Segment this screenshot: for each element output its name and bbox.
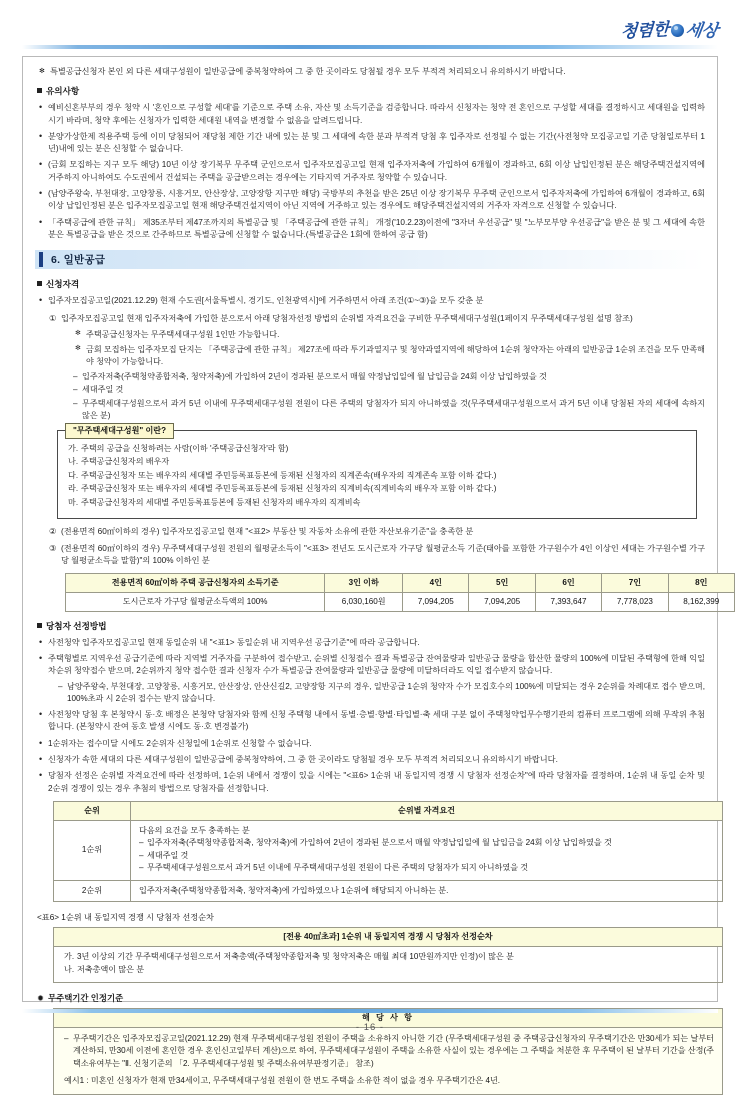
eligibility-lead-list: [39, 295, 705, 307]
definition-box: [57, 430, 697, 519]
list-item: • 신청자가 속한 세대의 다른 세대구성원이 일반공급에 중복청약하여, 그 중 한 곳이라도 당첨될 경우 모두 부적격 처리되오니 유의하시기 바랍니다.: [39, 754, 705, 766]
eligibility-conditions: [49, 313, 705, 422]
eligibility-heading-label: 신청자격: [46, 279, 80, 290]
list-item: [49, 543, 705, 568]
section-title-bar: [35, 250, 705, 269]
square-bullet-icon: [37, 623, 42, 628]
item-marker: 가.: [68, 443, 79, 453]
list-item: – 입주자저축(주택청약종합저축, 청약저축)에 가입하여 2년이 경과된 분으로서 매월 약정납입일에 월 납입금을 24회 이상 납입하였을 것: [73, 371, 705, 383]
column-header: 6인: [535, 574, 601, 593]
table-header-row: [54, 801, 723, 820]
list-item: • (금회 모집하는 지구 모두 해당) 10년 이상 장기복무 무주택 군인으로서 입주자모집공고일 현재 입주자저축에 가입하여 6개월이 경과하고, 6회 이상 납입인정된 분은 해당주택건설지역에 거주하지 아니하여도 수도권에서 건설되는 주택을 공급받으려는 경우에는 기타지역 거주자로 청약할 수 있습니다.: [39, 159, 705, 184]
brand-logo: [621, 16, 718, 41]
table-row: [66, 593, 735, 612]
list-item: – 남양주왕숙, 부천대장, 고양창릉, 시흥거모, 안산장상, 안산신길2, 고양장항 지구의 경우, 일반공급 1순위 청약자 수가 모집호수의 100%에 미달되는 경우 2순위를 차례대로 접수 받으며, 100%초과 시 2순위 접수는 받지 않습니다.: [58, 681, 705, 705]
nohouse-period-heading-label: 무주택기간 인정기준: [48, 993, 124, 1004]
column-header: [전용 40㎡초과] 1순위 내 동일지역 경쟁 시 당첨자 선정순차: [54, 928, 723, 947]
circle-emblem-icon: [671, 24, 684, 37]
page-header: [0, 0, 740, 58]
column-header: 8인: [668, 574, 734, 593]
caution-heading-label: 유의사항: [46, 86, 80, 97]
cell-line: – 무주택세대구성원으로서 과거 5년 이내에 무주택세대구성원 전원이 다른 주택의 당첨자가 되지 아니하였을 것: [139, 862, 716, 875]
table-cell: 7,094,205: [403, 593, 469, 612]
selection-heading: [37, 620, 705, 632]
table-cell: 입주자저축(주택청약종합저축, 청약저축)에 가입하였으나 1순위에 해당되지 아니하는 분.: [131, 880, 723, 902]
list-item: • 「주택공급에 관한 규칙」 제35조부터 제47조까지의 특별공급 및 「주택공급에 관한 규칙」 개정('10.2.23)이전에 "3자녀 우선공급" 및 "노부모부양 우선공급"을 받은 분 및 그 세대에 속한 분은 특별공급을 받은 것으로 간주하므로 특별공급에 신청할 수 없습니다.(특별공급은 1회에 한하여 공급 함): [39, 217, 705, 242]
list-item: • 1순위자는 접수미달 시에도 2순위자 신청일에 1순위로 신청할 수 없습니다.: [39, 738, 705, 750]
table-header-row: [54, 928, 723, 947]
list-item: – 무주택세대구성원으로서 과거 5년 이내에 무주택세대구성원 전원이 다른 주택의 당첨자가 되지 아니하였을 것(무주택세대구성원으로서 과거 5년 이내 당첨된 자의 세대에 속하지 않은 분): [73, 398, 705, 422]
list-item: • 사전청약 입주자모집공고일 현재 동일순위 내 "<표1> 동일순위 내 지역우선 공급기준"에 따라 공급합니다.: [39, 637, 705, 649]
column-header: 순위: [54, 801, 131, 820]
selection-heading-label: 당첨자 선정방법: [46, 620, 107, 631]
definition-box-wrapper: [57, 425, 697, 519]
list-item: • 분양가상한제 적용주택 등에 이미 당첨되어 재당첨 제한 기간 내에 있는 분 및 그 세대에 속한 분과 부적격 당첨 후 입주자로 선정될 수 없는 기간(사전청약 모집공고일 기준 당첨일로부터 1년)내에 있는 분은 신청할 수 없습니다.: [39, 131, 705, 156]
square-bullet-icon: [37, 281, 42, 286]
table-cell: 2순위: [54, 880, 131, 902]
item-marker: 가.: [64, 952, 75, 962]
table-row: [54, 820, 723, 880]
column-header: 5인: [469, 574, 535, 593]
list-item: [68, 470, 686, 483]
table-cell: 7,393,647: [535, 593, 601, 612]
table-header-row: [66, 574, 735, 593]
cell-paragraph: – 무주택기간은 입주자모집공고일(2021.12.29) 현재 무주택세대구성원 전원이 주택을 소유하지 아니한 기간 (무주택세대구성원 중 주택공급신청자의 무주택기간은 만30세가 되는 날부터 계산하되, 만30세 이전에 혼인한 경우 혼인신고일부터 계산)으로 하여, 무주택세대구성원이 주택을 소유한 사실이 있는 경우에는 그 주택을 처분한 후 무주택이 된 날부터 기간을 산정(주택소유여부는 "Ⅱ. 신청기준의 「2. 무주택세대구성원 및 주택소유여부판정기준」 참조): [64, 1033, 714, 1071]
section-accent-bar: [39, 252, 43, 267]
column-header: 7인: [602, 574, 668, 593]
table-row: [54, 880, 723, 902]
item-text: 주택형별로 지역우선 공급기준에 따라 지역별 거주자를 구분하여 접수받고, 순위별 신청접수 결과 특별공급 잔여물량과 일반공급 물량을 합산한 물량의 100%에 미달된 주택형에 한해 익일 차순위 청약접수 받으며, 2순위까지 청약 접수한 결과 신청자 수가 특별공급 잔여물량과 일반공급 물량에 미달하더라도 익일 접수받지 않습니다.: [48, 654, 705, 676]
column-header: 해 당 사 항: [54, 1009, 723, 1028]
asterisk-icon: ✹: [37, 993, 45, 1004]
list-item: [49, 526, 705, 538]
rank-requirements-table: [53, 801, 723, 903]
list-item: ✻ 주택공급신청자는 무주택세대구성원 1인만 가능합니다.: [75, 329, 705, 341]
list-item: • 예비신혼부부의 경우 청약 시 '혼인으로 구성할 세대'를 기준으로 주택 소유, 자산 및 소득기준을 검증합니다. 따라서 신청자는 청약 전 혼인으로 구성할 세대를 결정하시고 세대원을 입력하시기 바라며, 청약 후에는 신청자가 입력한 세대원 내역을 변경할 수 없음을 알려드립니다.: [39, 102, 705, 127]
item-text: 주택공급신청자의 배우자: [81, 457, 170, 467]
column-header: 전용면적 60㎡이하 주택 공급신청자의 소득기준: [66, 574, 325, 593]
item-marker: 라.: [68, 484, 79, 494]
header-divider: [22, 45, 718, 49]
list-item: – 세대주일 것: [73, 384, 705, 396]
item-marker: 나.: [68, 457, 79, 467]
caution-list: [39, 102, 705, 241]
definition-box-tab: "무주택세대구성원" 이란?: [65, 423, 174, 439]
selection-order-table: [53, 927, 723, 983]
table-cell: 8,162,399: [668, 593, 734, 612]
condition-marker: ①: [49, 313, 57, 323]
top-notice: ✻ 특별공급신청자 본인 외 다른 세대구성원이 일반공급에 중복청약하여 그 중 한 곳이라도 당첨될 경우 모두 부적격 처리되오니 유의하시기 바랍니다.: [37, 66, 705, 78]
condition-marker: ②: [49, 526, 57, 536]
item-text: 주택공급신청자 또는 배우자의 세대별 주민등록표등본에 등재된 신청자의 직계비속(직계비속의 배우자 포함 이하 같다.): [81, 484, 497, 494]
item-text: 주택의 공급을 신청하려는 사람(이하 '주택공급신청자'라 함): [81, 443, 289, 453]
column-header: 4인: [403, 574, 469, 593]
table-cell: 6,030,160원: [325, 593, 403, 612]
square-bullet-icon: [37, 88, 42, 93]
item-text: 주택공급신청자의 세대별 주민등록표등본에 등재된 신청자의 배우자의 직계비속: [81, 497, 361, 507]
condition-subitems: [73, 371, 705, 422]
condition-text: (전용면적 60㎡이하의 경우) 무주택세대구성원 전원의 월평균소득이 "<표3> 전년도 도시근로자 가구당 월평균소득 기준(태아를 포함한 가구원수가 4인 이상인 세대는 가구원수별 가구당 월평균소득을 말함)"의 100% 이하인 분: [61, 543, 705, 566]
item-marker: 마.: [68, 497, 79, 507]
caution-heading: [37, 85, 705, 97]
page-title: 6. 일반공급: [51, 254, 106, 267]
condition-text: 입주자모집공고일 현재 입주자저축에 가입한 분으로서 아래 당첨자선정 방법의 순위별 자격요건을 구비한 무주택세대구성원(1페이지 무주택세대구성원 설명 참조): [61, 313, 633, 323]
list-item: • 입주자모집공고일(2021.12.29) 현재 수도권[서울특별시, 경기도, 인천광역시]에 거주하면서 아래 조건(①~③)을 모두 갖춘 분: [39, 295, 705, 307]
nohouse-period-heading: [37, 992, 705, 1004]
item-text: 3년 이상의 기간 무주택세대구성원으로서 저축총액(주택청약종합저축 및 청약저축은 매월 최대 10만원까지만 인정)이 많은 분: [77, 952, 514, 962]
item-text: 주택공급신청자 또는 배우자의 세대별 주민등록표등본에 등재된 신청자의 직계존속(배우자의 직계존속 포함 이하 같다.): [81, 470, 497, 480]
table-cell: 도시근로자 가구당 월평균소득액의 100%: [66, 593, 325, 612]
definition-list: [68, 443, 686, 510]
list-item: [68, 483, 686, 496]
brand-logo-text-b: 세상: [684, 20, 719, 42]
cell-line: 다음의 요건을 모두 충족하는 분: [139, 825, 250, 835]
cell-line: – 세대주일 것: [139, 850, 716, 863]
list-item: [39, 653, 705, 705]
cell-line: – 입주자저축(주택청약종합저축, 청약저축)에 가입하여 2년이 경과된 분으로서 매월 약정납입일에 월 납입금을 24회 이상 납입하였을 것: [139, 837, 716, 850]
column-header: 3인 이하: [325, 574, 403, 593]
table-cell: 7,094,205: [469, 593, 535, 612]
list-item: [68, 443, 686, 456]
item-marker: 나.: [64, 965, 75, 975]
item-marker: 다.: [68, 470, 79, 480]
list-item: [68, 497, 686, 510]
list-item: • (남양주왕숙, 부천대장, 고양창릉, 시흥거모, 안산장상, 고양장항 지구만 해당) 국방부의 추천을 받은 25년 이상 장기복무 무주택 군인으로서 입주자저축에 가입하여 6개월이 경과하고, 6회 이상 납입인정된 분은 입주자모집공고일 현재 해당주택건설지역이 아닌 지역에 거주하고 있는 경우에도 해당주택건설지역의 거주자 자격으로 신청할 수 있습니다.: [39, 188, 705, 213]
table-cell: [131, 820, 723, 880]
page-number: - 16 -: [355, 1022, 385, 1033]
list-item: • 사전청약 당첨 후 본청약시 동·호 배정은 본청약 당첨자와 함께 신청 주택형 내에서 동별·층별·향별·타입별·축 세대 구분 없이 주택청약업무수행기관의 컴퓨터 프로그램에 의해 무작위 추첨합니다. (본청약시 잔여 동호 발생 시에도 동·호 변경불가): [39, 709, 705, 734]
condition-marker: ③: [49, 543, 57, 553]
cell-line: [64, 951, 714, 964]
list-item: • 당첨자 선정은 순위별 자격요건에 따라 선정하며, 1순위 내에서 경쟁이 있을 시에는 "<표6> 1순위 내 동일지역 경쟁 시 당첨자 선정순차"에 따라 당첨자를 결정하며, 1순위 내 동일 순차 및 2순위 경쟁이 있는 경우 추첨의 방법으로 당첨자를 선정합니다.: [39, 770, 705, 795]
table-row: [54, 1027, 723, 1094]
cell-line: [64, 964, 714, 977]
column-header: 순위별 자격요건: [131, 801, 723, 820]
eligibility-conditions-2: [49, 526, 705, 568]
content-frame: [22, 56, 720, 1086]
eligibility-heading: [37, 278, 705, 290]
list-item: ✻ 금회 모집하는 입주자모집 단지는 「주택공급에 관한 규칙」 제27조에 따라 투기과열지구 및 청약과열지역에 해당하여 1순위 청약자는 아래의 일반공급 1순위 조건을 모두 만족해야 청약이 가능합니다.: [75, 344, 705, 368]
table-cell: 7,778,023: [602, 593, 668, 612]
condition-text: (전용면적 60㎡이하의 경우) 입주자모집공고일 현재 "<표2> 부동산 및 자동차 소유에 관한 자산보유기준"을 충족한 분: [61, 526, 474, 536]
list-item: [49, 313, 705, 422]
table-cell: [54, 947, 723, 983]
table-cell: [54, 1027, 723, 1094]
footer-divider: [22, 1009, 718, 1013]
condition-notes: [75, 329, 705, 368]
brand-logo-text-a: 청렴한: [620, 19, 670, 43]
selection-subitems: [58, 681, 705, 705]
list-item: [68, 456, 686, 469]
table-cell: 1순위: [54, 820, 131, 880]
cell-paragraph: 예시1 : 미혼인 신청자가 현재 만34세이고, 무주택세대구성원 전원이 한 번도 주택을 소유한 적이 없을 경우 무주택기간은 4년.: [64, 1076, 501, 1086]
item-text: 저축총액이 많은 분: [77, 965, 145, 975]
selection-list: [39, 637, 705, 795]
table-row: [54, 947, 723, 983]
income-standard-table: [65, 573, 735, 611]
order-table-caption: <표6> 1순위 내 동일지역 경쟁 시 당첨자 선정순차: [37, 913, 214, 923]
